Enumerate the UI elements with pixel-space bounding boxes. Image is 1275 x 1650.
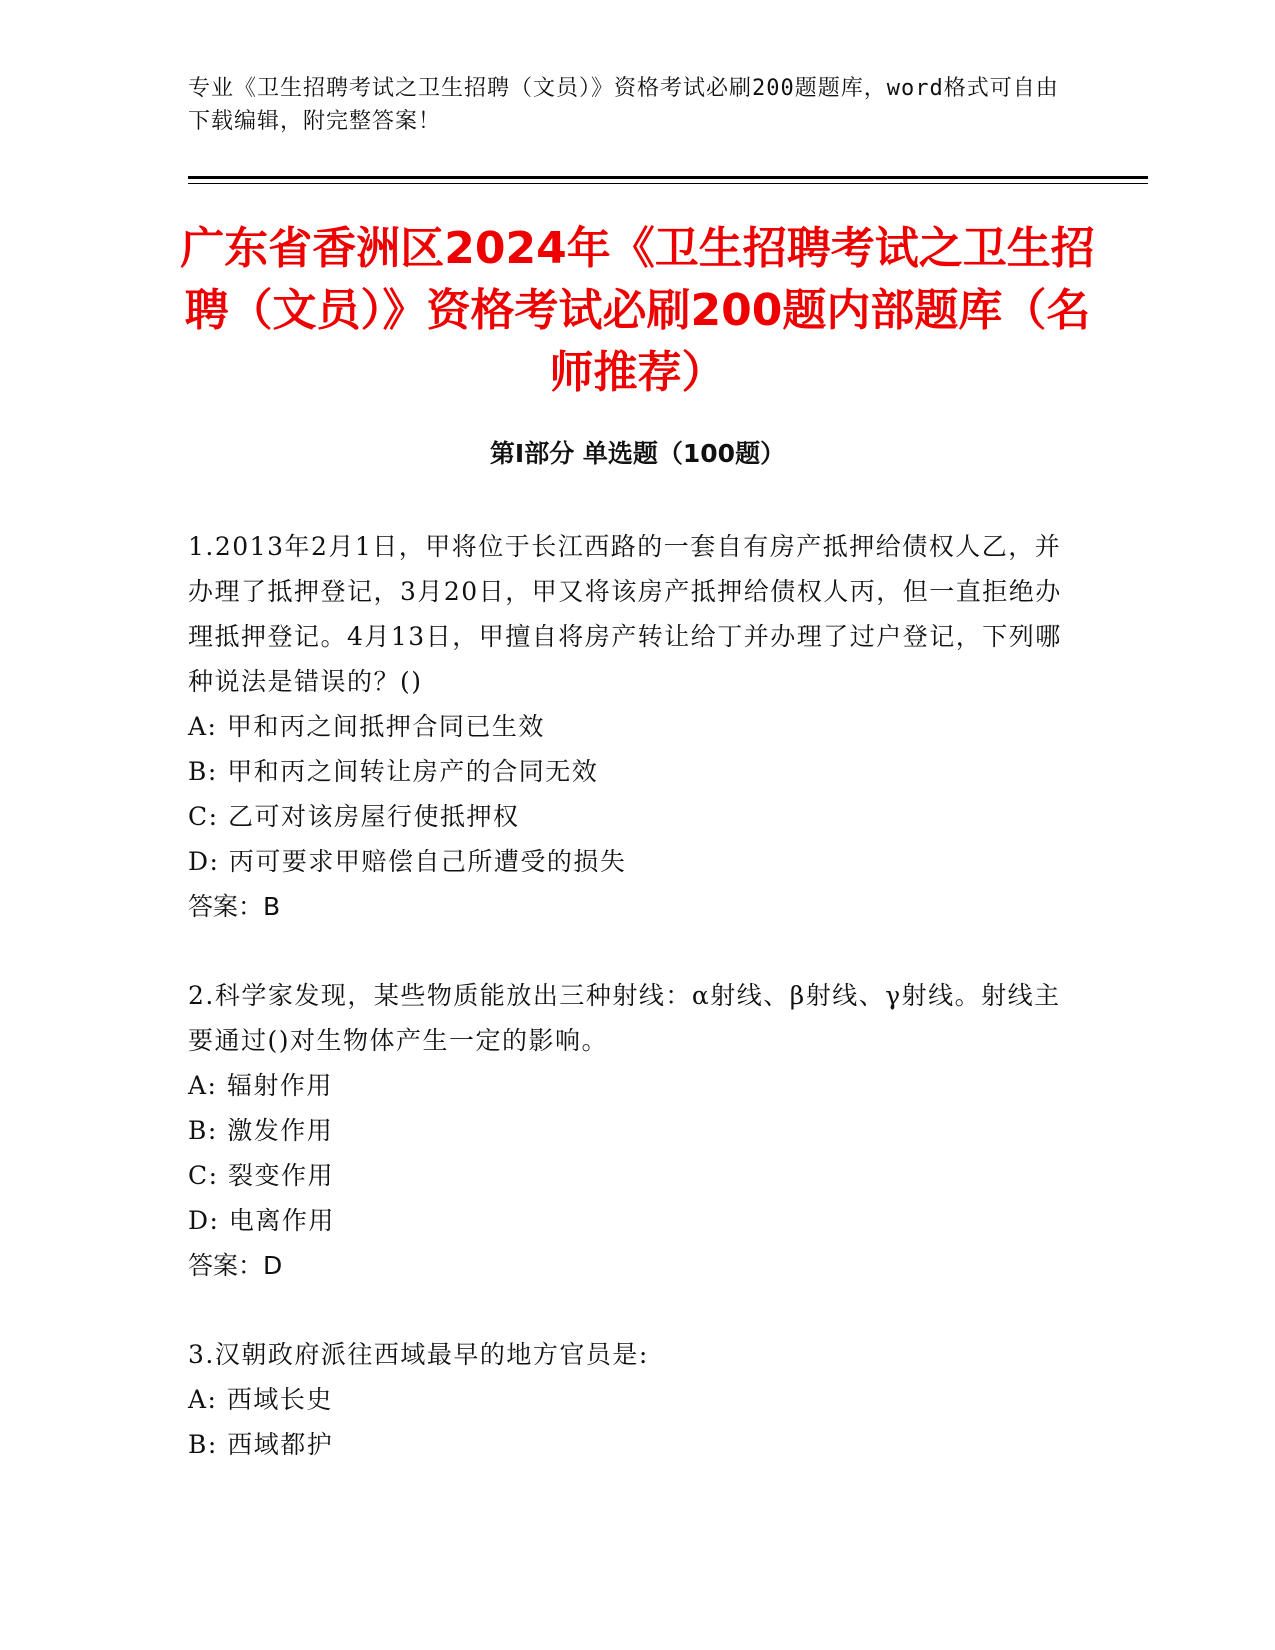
option-d: D: 电离作用: [188, 1206, 335, 1235]
section-title: 第Ⅰ部分 单选题（100题）: [489, 439, 786, 468]
option-a: A: 辐射作用: [188, 1071, 333, 1100]
document-title: 广东省香洲区2024年《卫生招聘考试之卫生招聘（文员）》资格考试必刷200题内部题库（名师推荐）: [180, 223, 1095, 398]
option-c: C: 裂变作用: [188, 1161, 334, 1190]
header-divider-thin: [188, 183, 1148, 184]
option-a: A: 甲和丙之间抵押合同已生效: [188, 712, 545, 741]
header-divider-thick: [188, 176, 1148, 179]
option-c: C: 乙可对该房屋行使抵押权: [188, 802, 520, 831]
question-stem: 2.科学家发现，某些物质能放出三种射线：α射线、β射线、γ射线。射线主要通过()对生物体产生一定的影响。: [188, 981, 1061, 1055]
option-b: B: 西域都护: [188, 1430, 334, 1459]
option-a: A: 西域长史: [188, 1385, 333, 1414]
answer: 答案：B: [188, 892, 281, 921]
header-note: 专业《卫生招聘考试之卫生招聘（文员）》资格考试必刷200题题库，word格式可自由下载编辑，附完整答案！: [188, 76, 1059, 134]
question-stem: 1.2013年2月1日，甲将位于长江西路的一套自有房产抵押给债权人乙，并办理了抵押登记，3月20日，甲又将该房产抵押给债权人丙，但一直拒绝办理抵押登记。4月13日，甲擅自将房产转让给丁并办理了过户登记，下列哪种说法是错误的？(): [188, 532, 1062, 696]
question-list: [188, 524, 1078, 1511]
question-3: [188, 1332, 1078, 1467]
question-2: [188, 973, 1078, 1288]
option-d: D: 丙可要求甲赔偿自己所遭受的损失: [188, 847, 627, 876]
answer: 答案：D: [188, 1251, 283, 1280]
question-stem: 3.汉朝政府派往西域最早的地方官员是:: [188, 1340, 649, 1369]
question-1: [188, 524, 1078, 929]
option-b: B: 激发作用: [188, 1116, 334, 1145]
option-b: B: 甲和丙之间转让房产的合同无效: [188, 757, 599, 786]
